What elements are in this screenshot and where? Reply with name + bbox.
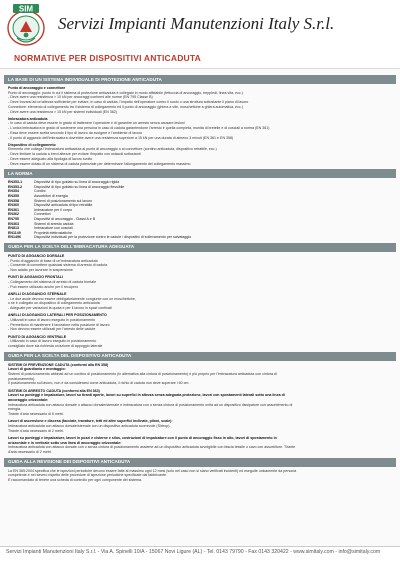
norm-description: Sistemi di posizionamento sul lavoro: [34, 198, 93, 203]
subheading: PUNTI DI AGGANCIO FRONTALI: [8, 275, 63, 280]
footer-contact-text: Servizi Impianti Manutenzioni Italy S.r.l. - Via A. Spinelli 10/A - 15067 Novi Ligure (AL) - Tel. 0143 79790 - Fax 0143 320422 - www.simitaly.com - info@simitaly.com: [6, 549, 381, 555]
section-heading-revisione: GUIDA ALLA REVISIONE DEI DISPOSITIVI ANTICADUTA: [4, 458, 396, 467]
norm-row: [8, 235, 191, 240]
paragraph-line: d'aria necessario di 2 metri.: [8, 450, 52, 455]
paragraph-line: - Deve trovarsi ad un'altezza sufficiente per evitare, in caso di caduta, l'impatto dell'operatore contro il suolo o una struttura sottostante il piano di lavoro: [8, 100, 249, 105]
paragraph-line: Elemento che collega l'imbracatura anticaduta al punto di ancoraggio o al connettore (cordino anticaduta, dispositivo retrattile, ecc.): [8, 147, 217, 152]
norm-code: EN1496: [8, 235, 21, 240]
paragraph-line: Tirante d'aria necessario di 2 metri.: [8, 428, 64, 433]
paragraph-line: Imbracatura anticaduta con attacco dorsale o attacco dorsale/sternale e imbracatura con o senza cintura di posizionamento unita ad un dispositivo dissipatore con assorbimento di: [8, 402, 293, 407]
paragraph-line: Connettore: elemento di collegamento tra il sistema di collegamento ed il punto di ancoraggio (ghiera a vite, moschettone a ghiera automatica, ecc.): [8, 104, 243, 109]
subheading: PUNTO DI AGGANCIO DORSALE: [8, 253, 65, 258]
norm-code: EN355: [8, 194, 19, 199]
subheading: Lavori di ascensione e discesa (facciate, travature, tetti ed altre superfici inclinate, piloni, scale):: [8, 419, 173, 424]
paragraph-line: - Collegamento del sistema di arresto di caduta frontale: [8, 279, 97, 284]
paragraph-line: Il posizionamento sul lavoro, non è da considerarsi come anticaduta, il richio di caduta non deve superare i 60 cm.: [8, 381, 190, 386]
document-title: NORMATIVE PER DISPOSITIVI ANTICADUTA: [14, 53, 201, 63]
header: [0, 0, 400, 50]
paragraph-line: - Utilizzato in caso di lavoro eseguito in posizionamento: [8, 339, 97, 344]
logo-text: SIM: [18, 4, 34, 14]
norm-code: EN353-1: [8, 180, 23, 185]
paragraph-line: - Deve avere una resistenza > 15 kN per sistemi individuali (EN 362): [8, 109, 117, 114]
paragraph-line: competente e nel severo rispetto delle procedure di ispezione periodiche specificate dal fabbricante.: [8, 473, 168, 478]
norm-code: EN353-2: [8, 184, 23, 189]
paragraph-line: - Deve essere dotato di un sistema di caduta potenziale per determinare l'allungamento del collegamento massimo: [8, 161, 191, 166]
subheading: Lavori su ponteggi e impalcature, lavori su tiranti aperte, lavori su superfici in altezza senza adeguata protezione, lavori con spostamenti laterali sotto una linea di: [8, 393, 285, 398]
section-heading-base: LA BASE DI UN SISTEMA INDIVIDUALE DI PROTEZIONE ANTICADUTA: [4, 75, 396, 84]
subheading: Imbracatura anticaduta: [8, 116, 48, 121]
company-logo: [4, 2, 48, 48]
norm-code: EN795: [8, 217, 19, 221]
subheading: ANELLI DI AGGANCIO LATERALI PER POSIZIONAMENTO: [8, 313, 107, 318]
norm-description: Proprietà elettrostatiche: [34, 230, 72, 235]
norm-description: Dispositivi di tipo guidato su linea di ancoraggio rigida: [34, 180, 120, 185]
subheading: SISTEMI DI PREVENZIONE CADUTA (conformi alla EN 358): [8, 362, 109, 367]
paragraph-line: - Può essere utilizzato anche per il recupero: [8, 284, 79, 289]
norm-description: Connettori: [34, 212, 51, 217]
paragraph-line: - Deve avere una resistenza > 10 kN per ancoraggi conformi alle norme (EN 795 Classe B): [8, 95, 153, 100]
subheading: Punto di ancoraggio e connettore: [8, 86, 66, 90]
norm-description: Cordini: [34, 189, 46, 194]
subheading: ANELLI DI AGGANCIO STERNALE: [8, 291, 67, 296]
paragraph-line: - In caso di caduta deve essere in grado di trattenere l'operatore e di garantire un arresto senza causare lesioni: [8, 121, 185, 126]
norm-description: Dispositivi anticaduta di tipo retrattile: [34, 203, 93, 208]
paragraph-line: Imbracatura anticaduta con attacco dorsale con o senza cintura di posizionamento assieme ad un dispositivo anticaduta avvolgibile con fascia tessile o cavo con assorbitore. Tirante: [8, 445, 296, 450]
norm-description: Dispositivi di tipo guidato su linea di ancoraggio flessibile: [34, 184, 125, 189]
norm-code: EN363: [8, 221, 19, 226]
paragraph-line: - Permettono di mantenere il lavoratore nella posizione di lavoro: [8, 322, 110, 327]
subheading: Lavori su ponteggi e impalcature, lavori in pozzi e cisterne e silos, costruzioni di impalcature con il punto di ancoraggio fisso in alto, lavori di spostamento in: [8, 435, 277, 440]
subheading: PUNTO DI AGGANCIO VENTRALE: [8, 334, 67, 339]
norms-table: [8, 180, 191, 240]
paragraph-line: - Non adatto per lavorare in sospensione: [8, 268, 73, 273]
subheading: ancoraggio orizzontale:: [8, 398, 49, 403]
section-body-revisione: [4, 469, 396, 483]
norm-code: EN813: [8, 226, 19, 231]
norm-code: EN1149: [8, 230, 21, 235]
norm-description: Imbracature per il corpo: [34, 207, 72, 212]
section-heading-imbracatura: GUIDA PER LA SCELTA DELL'IMBRACATURA ADEGUATA: [4, 243, 396, 252]
paragraph-line: - Utilizzati in caso di lavoro eseguito in posizionamento: [8, 317, 96, 322]
norm-code: EN354: [8, 189, 19, 194]
norm-code: EN362: [8, 212, 19, 217]
paragraph-line: - Le due asole devono essere obbligatoriamente congiunte con un moschettone,: [8, 296, 136, 301]
paragraph-line: Imbracatura anticaduta con attacco dorsale/sternale con un dispositivo anticaduta scorrevole (Sirtrop).: [8, 424, 171, 429]
subheading: Dispositivo di collegamento: [8, 142, 56, 147]
paragraph-line: Punto di ancoraggio: punto in cui il sistema di protezione anticaduta è collegato in modo affidabile (fettuccia di ancoraggio, treppiedi, linea vita, ecc.): [8, 90, 243, 95]
paragraph-line: - Non devono essere utilizzati per l'arresto delle cadute: [8, 327, 96, 332]
section-body-imbracatura: [4, 254, 396, 349]
norm-description: Assorbitori di energia: [34, 194, 68, 199]
paragraph-line: È raccomandato di tenere una scheda di controllo per ogni componente del sistema.: [8, 478, 143, 483]
paragraph-line: Tirante d'aria necessario di 6 metri.: [8, 412, 64, 417]
paragraph-line: - Essa deve essere scelta secondo il tipo di lavoro da svolgere e l'ambiente di lavoro: [8, 130, 143, 135]
norm-code: EN358: [8, 198, 19, 203]
paragraph-line: Sistemi di posizionamento abbinati ad un cordino di posizionamento (in alternativa alla cintura di posizionamento) è più proprio per l'imbracatura anticaduta con cintura di: [8, 372, 277, 377]
paragraph-line: - Adeguate per variazioni la quota e per il lavoro in spazi confinati: [8, 306, 112, 310]
norm-code: EN360: [8, 203, 19, 208]
section-heading-dispositivo: GUIDA PER LA SCELTA DEL DISPOSITIVO ANTICADUTA: [4, 352, 396, 361]
norm-code: EN361: [8, 207, 19, 212]
paragraph-line: energia.: [8, 407, 21, 412]
paragraph-line: - Il punto di aggancio dell'imbracatura dovrebbe avere una resistenza superiore a 15 kN per una durata di almeno 3 minuti (EN 361 e EN 358): [8, 135, 234, 140]
paragraph-line: - Deve limitare la caduta a brevi altezze per evitare l'impatto con ostacoli sottostanti: [8, 152, 141, 157]
paragraph-line: La EN 365:2004 specifica che le ispezioni periodiche devono essere fatte al massimo ogni 12 mesi (solo nel caso non si siano verificati incidenti) ed eseguite unicamente da persona: [8, 468, 297, 473]
norm-description: Sistemi di arresto caduta: [34, 221, 74, 226]
subheading: Lavori di guardiania e montaggio:: [8, 367, 66, 372]
subheading: SISTEMI DI ARRESTO CADUTA (conformi alla EN 363): [8, 388, 100, 393]
company-name: Servizi Impianti Manutenzioni Italy S.r.l.: [58, 14, 335, 33]
paragraph-line: consigliato dove sia richiesta un'azione di appoggio laterale: [8, 343, 103, 348]
section-body-dispositivo: [4, 363, 396, 455]
paragraph-line: - L'unica imbracatura in grado di sostenere una persona in caso di caduta garantendone l'arresto è quella completa, munita di bretelle e di cosciali a norma (EN 361): [8, 126, 270, 131]
paragraph-line: - Punto di aggancio di base di un'imbracatura anticaduta: [8, 258, 98, 263]
section-body-base: [4, 86, 396, 166]
norm-description: Imbracature con cosciali: [34, 226, 73, 231]
norm-description: Dispositivi di ancoraggio - Classi A e B: [34, 217, 96, 221]
paragraph-line: - Consente di connettere qualsiasi sistema di arresto di caduta: [8, 263, 108, 268]
paragraph-line: posizionamento).: [8, 376, 36, 381]
paragraph-line: - Deve essere adeguato alla tipologia di lavoro svolto: [8, 156, 93, 161]
document-content: [4, 72, 396, 483]
subheading: orizzontale e in verticale sotto una linea di ancoraggio orizzontale:: [8, 440, 122, 445]
norm-description: Dispositivi individuali per la protezione contro le cadute / dispositivi di sollevamento per salvataggio: [34, 235, 192, 240]
section-heading-norma: LA NORMA: [4, 169, 396, 178]
paragraph-line: o se è collegato un dispositivo di collegamento anticaduta: [8, 301, 100, 306]
